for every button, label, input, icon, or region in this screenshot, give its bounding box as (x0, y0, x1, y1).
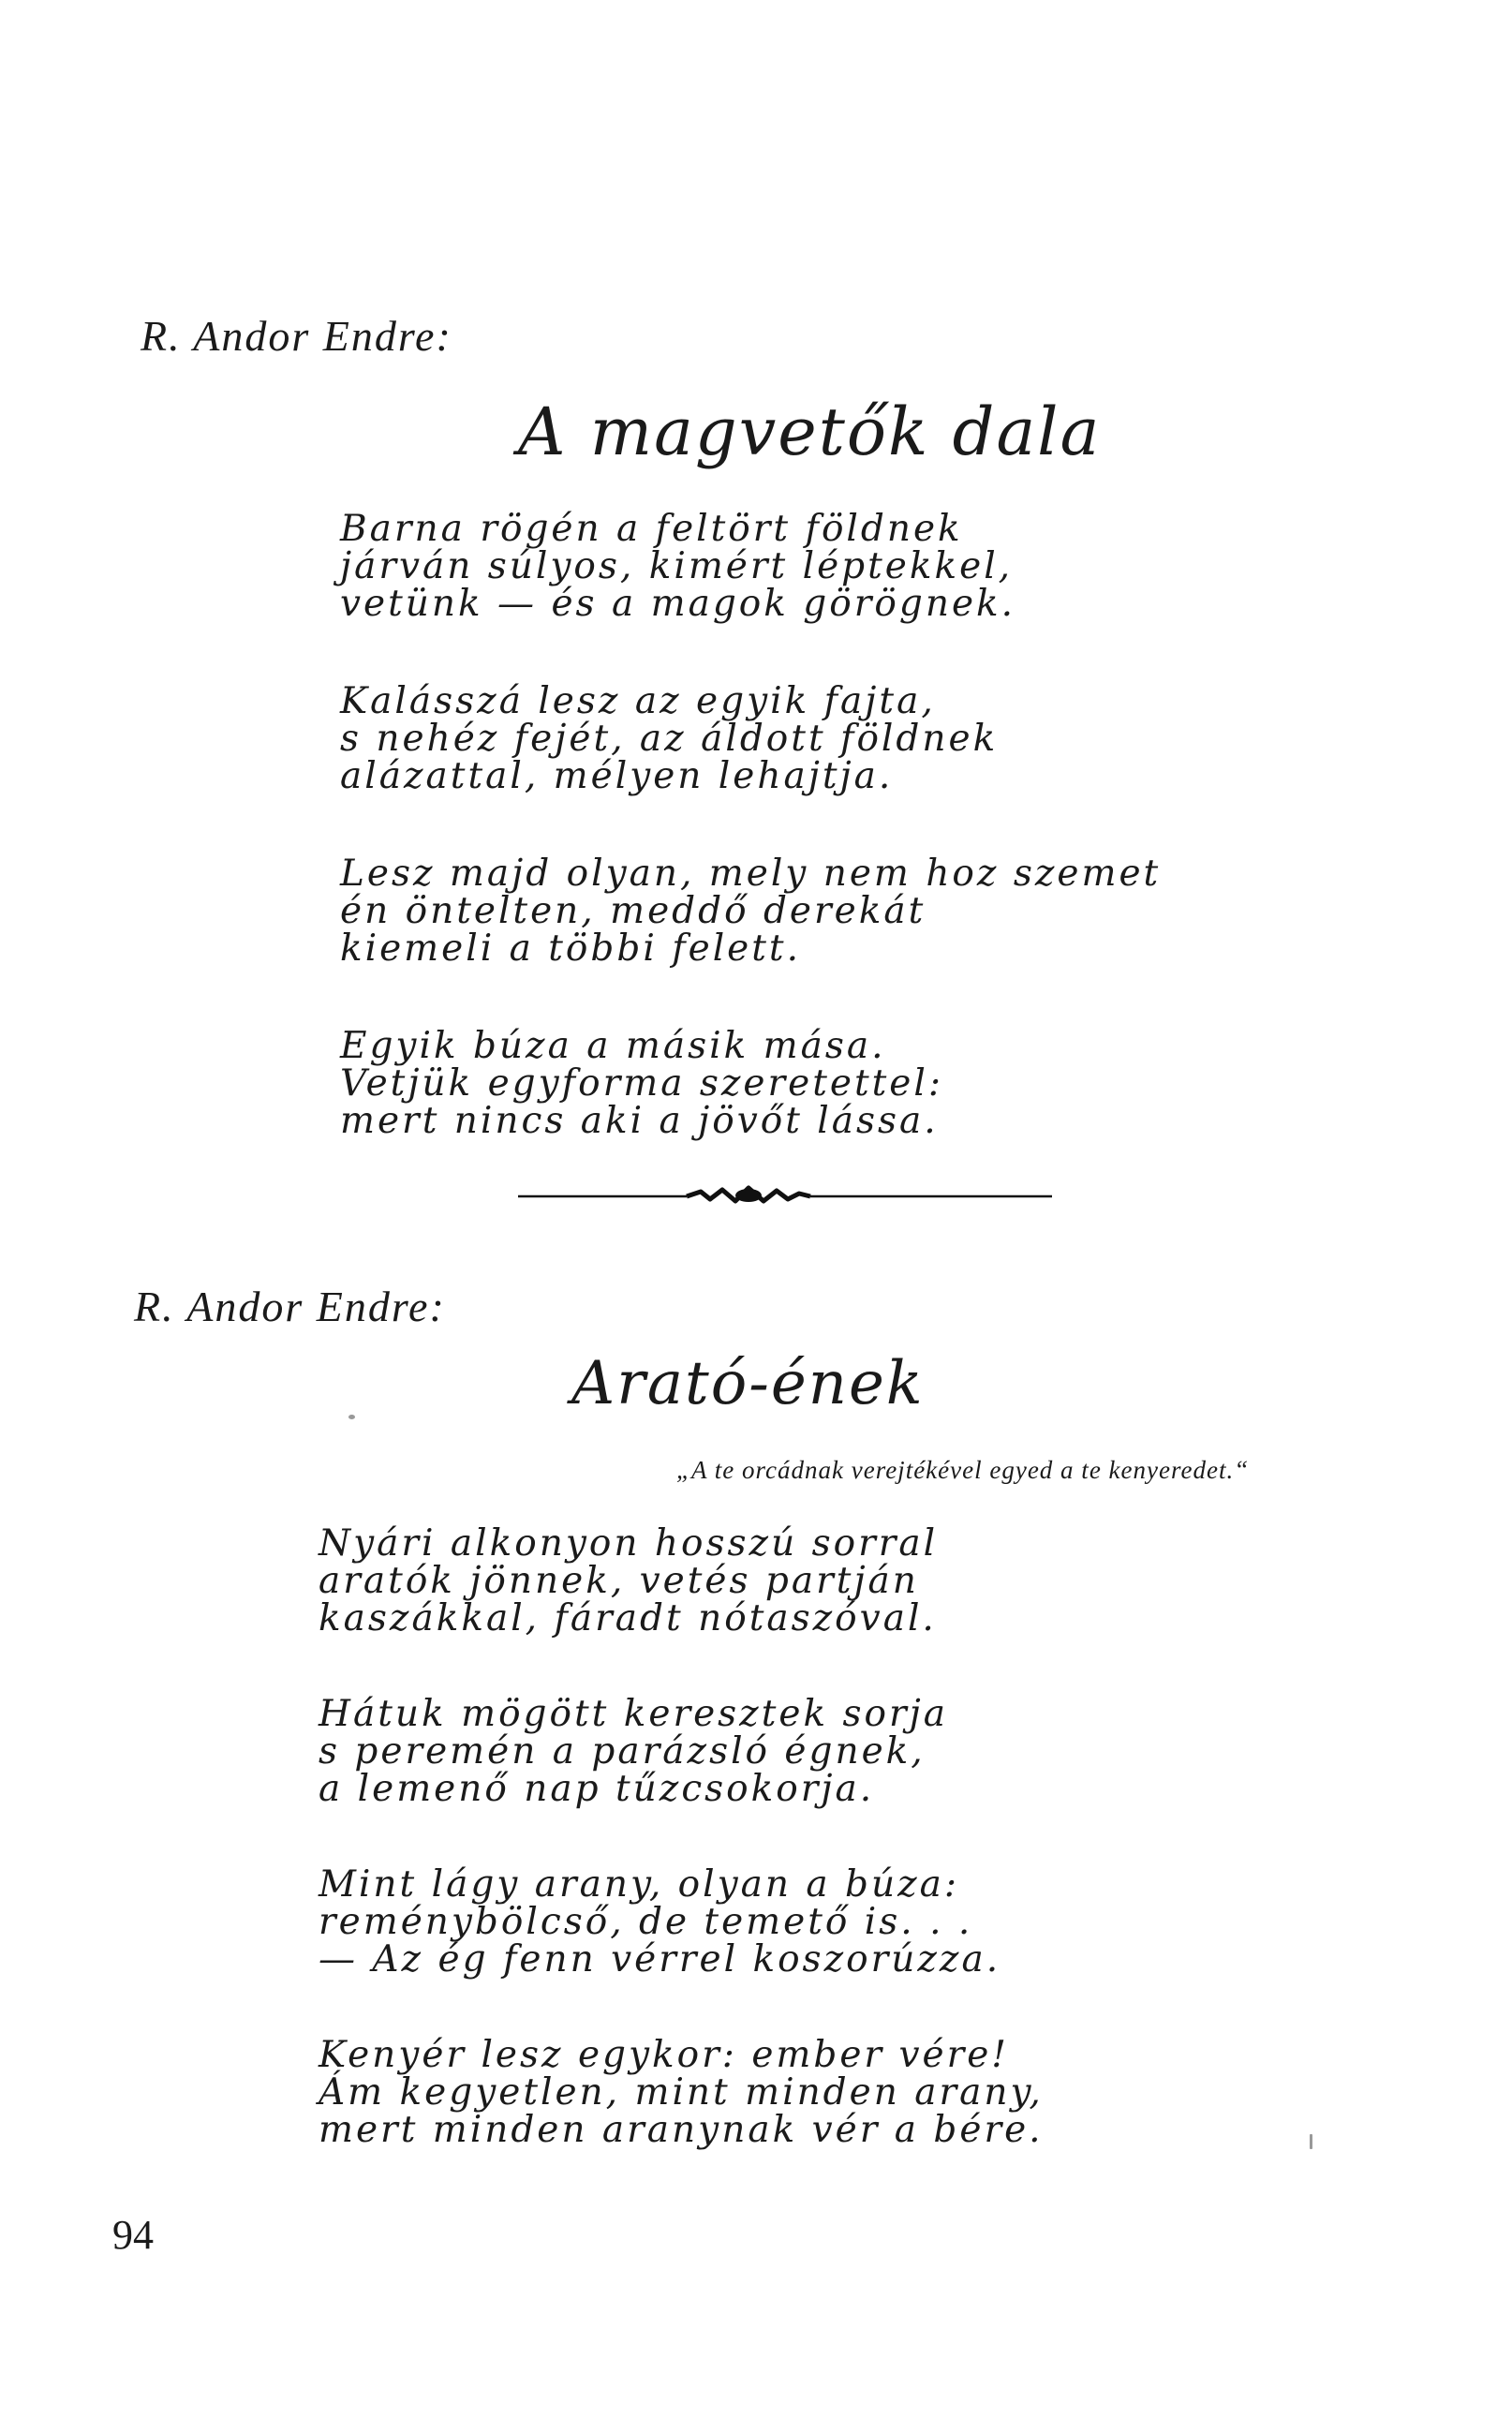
poem-line: Kalásszá lesz az egyik fajta, (340, 680, 936, 722)
poem-line: reménybölcső, de temető is. . . (319, 1901, 973, 1943)
poem-2-stanza-1 (319, 1522, 1255, 1639)
poem-line: Nyári alkonyon hosszú sorral (319, 1522, 939, 1565)
poem-line: Lesz majd olyan, mely nem hoz szemet (340, 853, 1162, 895)
poem-line: s peremén a parázsló égnek, (319, 1730, 926, 1773)
poem-line: Hátuk mögött keresztek sorja (319, 1693, 948, 1735)
poem-1-stanza-4 (340, 1025, 1277, 1142)
poem-2-author: R. Andor Endre: (134, 1283, 446, 1330)
poem-2-stanza-2 (319, 1693, 1255, 1810)
poem-2-stanza-4 (319, 2034, 1255, 2151)
poem-line: mert minden aranynak vér a bére. (319, 2109, 1044, 2151)
decorative-divider-icon (518, 1180, 1052, 1209)
poem-1-title: A magvetők dala (518, 393, 1102, 470)
page-number: 94 (112, 2212, 154, 2258)
poem-line: a lemenő nap tűzcsokorja. (319, 1768, 875, 1810)
poem-2-title: Arató-ének (571, 1349, 925, 1418)
poem-2-body (319, 1522, 1255, 2207)
poem-1-stanza-2 (340, 680, 1277, 797)
poem-line: mert nincs aki a jövőt lássa. (340, 1100, 939, 1142)
poem-line: Vetjük egyforma szeretettel: (340, 1062, 943, 1105)
poem-line: kiemeli a többi felett. (340, 927, 802, 970)
poem-line: Egyik búza a másik mása. (340, 1025, 886, 1067)
poem-line: én öntelten, meddő derekát (340, 890, 926, 932)
poem-line: Mint lágy arany, olyan a búza: (319, 1863, 960, 1906)
poem-line: Ám kegyetlen, mint minden arany, (319, 2071, 1044, 2114)
poem-line: — Az ég fenn vérrel koszorúzza. (319, 1938, 1001, 1981)
poem-2-stanza-3 (319, 1863, 1255, 1981)
poem-line: Barna rögén a feltört földnek (340, 508, 963, 550)
poem-1-stanza-3 (340, 855, 1277, 968)
poem-1-body (340, 508, 1277, 1200)
poem-line: alázattal, mélyen lehajtja. (340, 755, 894, 797)
poem-line: s nehéz fejét, az áldott földnek (340, 718, 999, 760)
scan-speck (1310, 2134, 1312, 2149)
poem-line: Kenyér lesz egykor: ember vére! (319, 2034, 1009, 2076)
poem-1-author: R. Andor Endre: (141, 312, 452, 360)
poem-1-stanza-1 (340, 508, 1277, 625)
poem-line: járván súlyos, kimért léptekkel, (340, 545, 1014, 587)
poem-line: aratók jönnek, vetés partján (319, 1560, 919, 1602)
poem-2-epigraph: „A te orcádnak verejtékével egyed a te kenyeredet.“ (676, 1456, 1250, 1484)
scan-speck (348, 1415, 355, 1419)
poem-line: vetünk — és a magok görögnek. (340, 583, 1016, 625)
poem-line: kaszákkal, fáradt nótaszóval. (319, 1597, 937, 1639)
